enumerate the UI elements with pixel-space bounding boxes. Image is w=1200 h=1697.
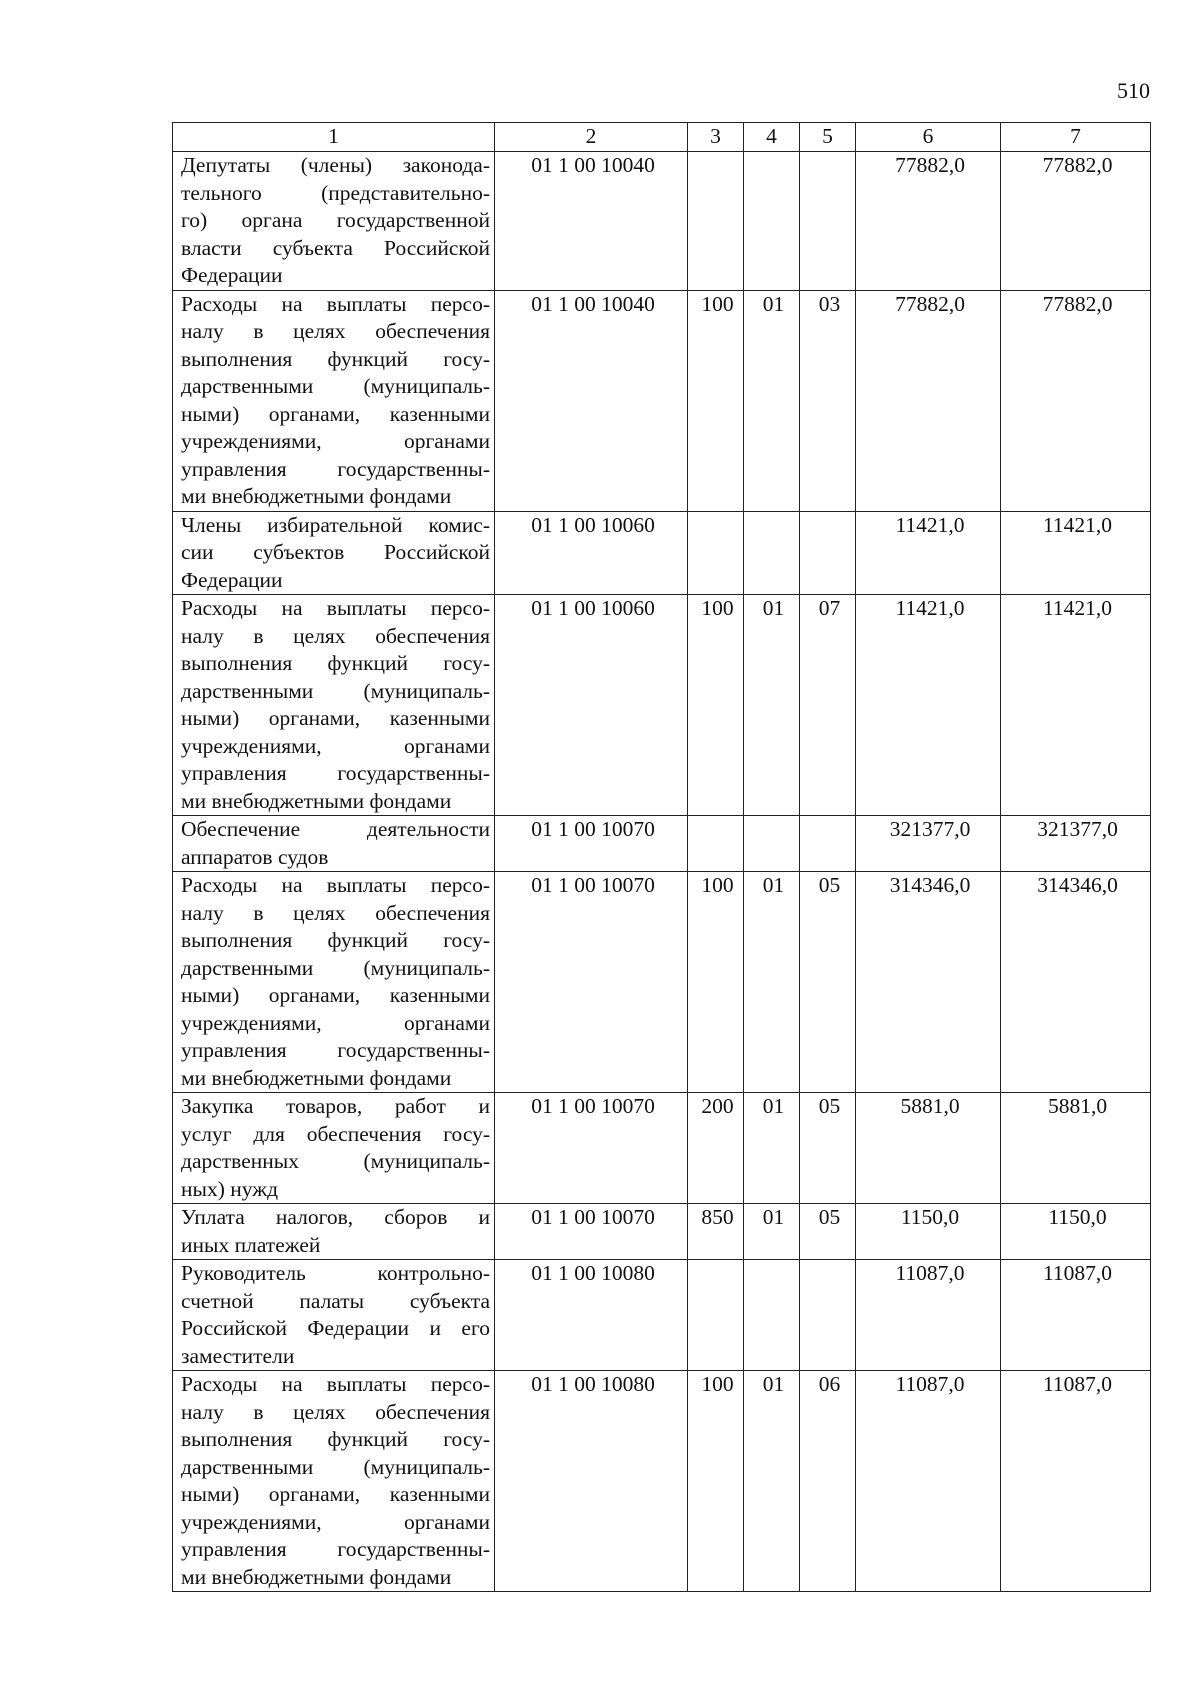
expense-name-line: услуг для обеспечения госу-	[181, 1121, 490, 1146]
subsection-cell: 05	[800, 872, 856, 1093]
table-body	[173, 152, 1151, 1592]
expense-name-line: счетной палаты субъекта	[181, 1288, 490, 1313]
amount-year2-cell: 77882,0	[1001, 290, 1151, 511]
expense-name-line: Российской Федерации и его	[181, 1316, 490, 1340]
expense-name-line: Руководитель контрольно-	[181, 1261, 490, 1285]
section-cell: 01	[744, 1371, 800, 1592]
amount-year1-cell: 314346,0	[856, 872, 1001, 1093]
subsection-cell	[800, 511, 856, 595]
amount-year2-cell: 11421,0	[1001, 511, 1151, 595]
expense-name-line: ными) органами, казенными	[181, 706, 490, 730]
target-article-cell: 01 1 00 10040	[495, 290, 688, 511]
section-cell	[744, 511, 800, 595]
expense-name-line: Расходы на выплаты персо-	[181, 873, 490, 897]
expense-name-line: налу в целях обеспечения	[181, 319, 490, 343]
expense-name-line: аппаратов судов	[181, 844, 329, 869]
amount-year2-cell: 11087,0	[1001, 1260, 1151, 1371]
expense-name-line: Уплата налогов, сборов и	[181, 1205, 490, 1229]
section-cell: 01	[744, 290, 800, 511]
expense-name-line: Федерации	[181, 567, 283, 592]
section-cell: 01	[744, 872, 800, 1093]
expense-name-line: выполнения функций госу-	[181, 346, 490, 371]
column-header: 4	[744, 123, 800, 152]
expense-name-line: ми внебюджетными фондами	[181, 1564, 452, 1589]
expense-type-cell	[688, 1260, 744, 1371]
expense-name-line: ными) органами, казенными	[181, 1482, 490, 1506]
section-cell: 01	[744, 595, 800, 816]
amount-year2-cell: 321377,0	[1001, 816, 1151, 872]
expense-name-line: ными) органами, казенными	[181, 401, 490, 426]
expense-name-line: налу в целях обеспечения	[181, 1399, 490, 1424]
expense-name-line: Федерации	[181, 263, 283, 287]
subsection-cell	[800, 152, 856, 291]
expense-name-line: ных) нужд	[181, 1176, 279, 1201]
expense-name-cell	[173, 290, 495, 511]
amount-year2-cell: 77882,0	[1001, 152, 1151, 291]
column-header: 1	[173, 123, 495, 152]
column-header: 2	[495, 123, 688, 152]
table-header-row	[173, 123, 1151, 152]
expense-name-line: управления государственны-	[181, 1038, 490, 1062]
target-article-cell: 01 1 00 10070	[495, 1204, 688, 1260]
expense-name-line: Члены избирательной комис-	[181, 512, 490, 537]
expense-name-line: управления государственны-	[181, 456, 490, 481]
column-header: 7	[1001, 123, 1151, 152]
amount-year1-cell: 321377,0	[856, 816, 1001, 872]
amount-year1-cell: 11421,0	[856, 511, 1001, 595]
expense-name-line: дарственными (муниципаль-	[181, 1454, 490, 1479]
table-row	[173, 152, 1151, 291]
expense-name-line: дарственными (муниципаль-	[181, 955, 490, 980]
amount-year2-cell: 1150,0	[1001, 1204, 1151, 1260]
expense-name-line: ми внебюджетными фондами	[181, 484, 452, 508]
expense-name-line: тельного (представительно-	[181, 180, 490, 205]
expense-name-line: власти субъекта Российской	[181, 235, 490, 260]
subsection-cell: 05	[800, 1204, 856, 1260]
expense-name-line: налу в целях обеспечения	[181, 900, 490, 925]
page-number: 510	[1117, 78, 1150, 103]
expense-name-line: дарственных (муниципаль-	[181, 1149, 490, 1173]
table-row	[173, 816, 1151, 872]
expense-name-line: учреждениями, органами	[181, 733, 490, 758]
amount-year1-cell: 11421,0	[856, 595, 1001, 816]
expense-type-cell	[688, 511, 744, 595]
target-article-cell: 01 1 00 10070	[495, 816, 688, 872]
amount-year1-cell: 11087,0	[856, 1371, 1001, 1592]
expense-name-line: Закупка товаров, работ и	[181, 1094, 490, 1118]
expense-name-line: Расходы на выплаты персо-	[181, 1372, 490, 1396]
subsection-cell	[800, 816, 856, 872]
expense-name-line: ми внебюджетными фондами	[181, 1065, 452, 1090]
table-row	[173, 872, 1151, 1093]
target-article-cell: 01 1 00 10040	[495, 152, 688, 291]
expense-name-line: учреждениями, органами	[181, 1509, 490, 1534]
amount-year1-cell: 5881,0	[856, 1093, 1001, 1204]
table-row	[173, 1371, 1151, 1592]
table-row	[173, 511, 1151, 595]
subsection-cell: 05	[800, 1093, 856, 1204]
target-article-cell: 01 1 00 10070	[495, 1093, 688, 1204]
section-cell: 01	[744, 1093, 800, 1204]
expense-name-cell	[173, 152, 495, 291]
target-article-cell: 01 1 00 10080	[495, 1371, 688, 1592]
expense-name-cell	[173, 1204, 495, 1260]
expense-type-cell: 850	[688, 1204, 744, 1260]
amount-year1-cell: 77882,0	[856, 152, 1001, 291]
expense-name-line: ными) органами, казенными	[181, 983, 490, 1007]
expense-name-cell	[173, 872, 495, 1093]
expense-name-line: дарственными (муниципаль-	[181, 374, 490, 398]
table-row	[173, 1260, 1151, 1371]
expense-name-line: управления государственны-	[181, 1537, 490, 1561]
expense-name-cell	[173, 1260, 495, 1371]
target-article-cell: 01 1 00 10070	[495, 872, 688, 1093]
expense-type-cell	[688, 152, 744, 291]
amount-year1-cell: 77882,0	[856, 290, 1001, 511]
expense-name-cell	[173, 1371, 495, 1592]
expense-type-cell	[688, 816, 744, 872]
amount-year2-cell: 11421,0	[1001, 595, 1151, 816]
section-cell	[744, 816, 800, 872]
table-row	[173, 595, 1151, 816]
expense-name-line: Расходы на выплаты персо-	[181, 291, 490, 316]
expense-type-cell: 200	[688, 1093, 744, 1204]
expense-name-line: го) органа государственной	[181, 208, 490, 232]
column-header: 3	[688, 123, 744, 152]
expense-name-line: Депутаты (члены) законода-	[181, 153, 490, 177]
budget-table	[172, 122, 1151, 1592]
expense-name-cell	[173, 511, 495, 595]
subsection-cell: 07	[800, 595, 856, 816]
expense-name-line: управления государственны-	[181, 761, 490, 785]
target-article-cell: 01 1 00 10080	[495, 1260, 688, 1371]
amount-year2-cell: 11087,0	[1001, 1371, 1151, 1592]
expense-name-line: Обеспечение деятельности	[181, 817, 490, 841]
table-row	[173, 1093, 1151, 1204]
target-article-cell: 01 1 00 10060	[495, 595, 688, 816]
expense-name-line: выполнения функций госу-	[181, 1427, 490, 1451]
amount-year1-cell: 1150,0	[856, 1204, 1001, 1260]
expense-name-cell	[173, 595, 495, 816]
expense-name-line: иных платежей	[181, 1232, 321, 1257]
amount-year2-cell: 314346,0	[1001, 872, 1151, 1093]
subsection-cell: 03	[800, 290, 856, 511]
subsection-cell	[800, 1260, 856, 1371]
expense-name-line: выполнения функций госу-	[181, 651, 490, 675]
section-cell: 01	[744, 1204, 800, 1260]
table-row	[173, 1204, 1151, 1260]
amount-year1-cell: 11087,0	[856, 1260, 1001, 1371]
expense-name-line: выполнения функций госу-	[181, 928, 490, 952]
section-cell	[744, 152, 800, 291]
expense-name-line: ми внебюджетными фондами	[181, 788, 452, 813]
expense-type-cell: 100	[688, 872, 744, 1093]
column-header: 6	[856, 123, 1001, 152]
expense-name-line: налу в целях обеспечения	[181, 623, 490, 648]
subsection-cell: 06	[800, 1371, 856, 1592]
expense-name-cell	[173, 1093, 495, 1204]
expense-name-line: заместители	[181, 1343, 295, 1368]
expense-type-cell: 100	[688, 595, 744, 816]
target-article-cell: 01 1 00 10060	[495, 511, 688, 595]
expense-type-cell: 100	[688, 1371, 744, 1592]
expense-name-line: Расходы на выплаты персо-	[181, 596, 490, 620]
expense-name-line: учреждениями, органами	[181, 1010, 490, 1035]
expense-name-line: сии субъектов Российской	[181, 540, 490, 564]
column-header: 5	[800, 123, 856, 152]
table-row	[173, 290, 1151, 511]
expense-type-cell: 100	[688, 290, 744, 511]
expense-name-line: учреждениями, органами	[181, 429, 490, 453]
expense-name-line: дарственными (муниципаль-	[181, 678, 490, 703]
expense-name-cell	[173, 816, 495, 872]
section-cell	[744, 1260, 800, 1371]
amount-year2-cell: 5881,0	[1001, 1093, 1151, 1204]
